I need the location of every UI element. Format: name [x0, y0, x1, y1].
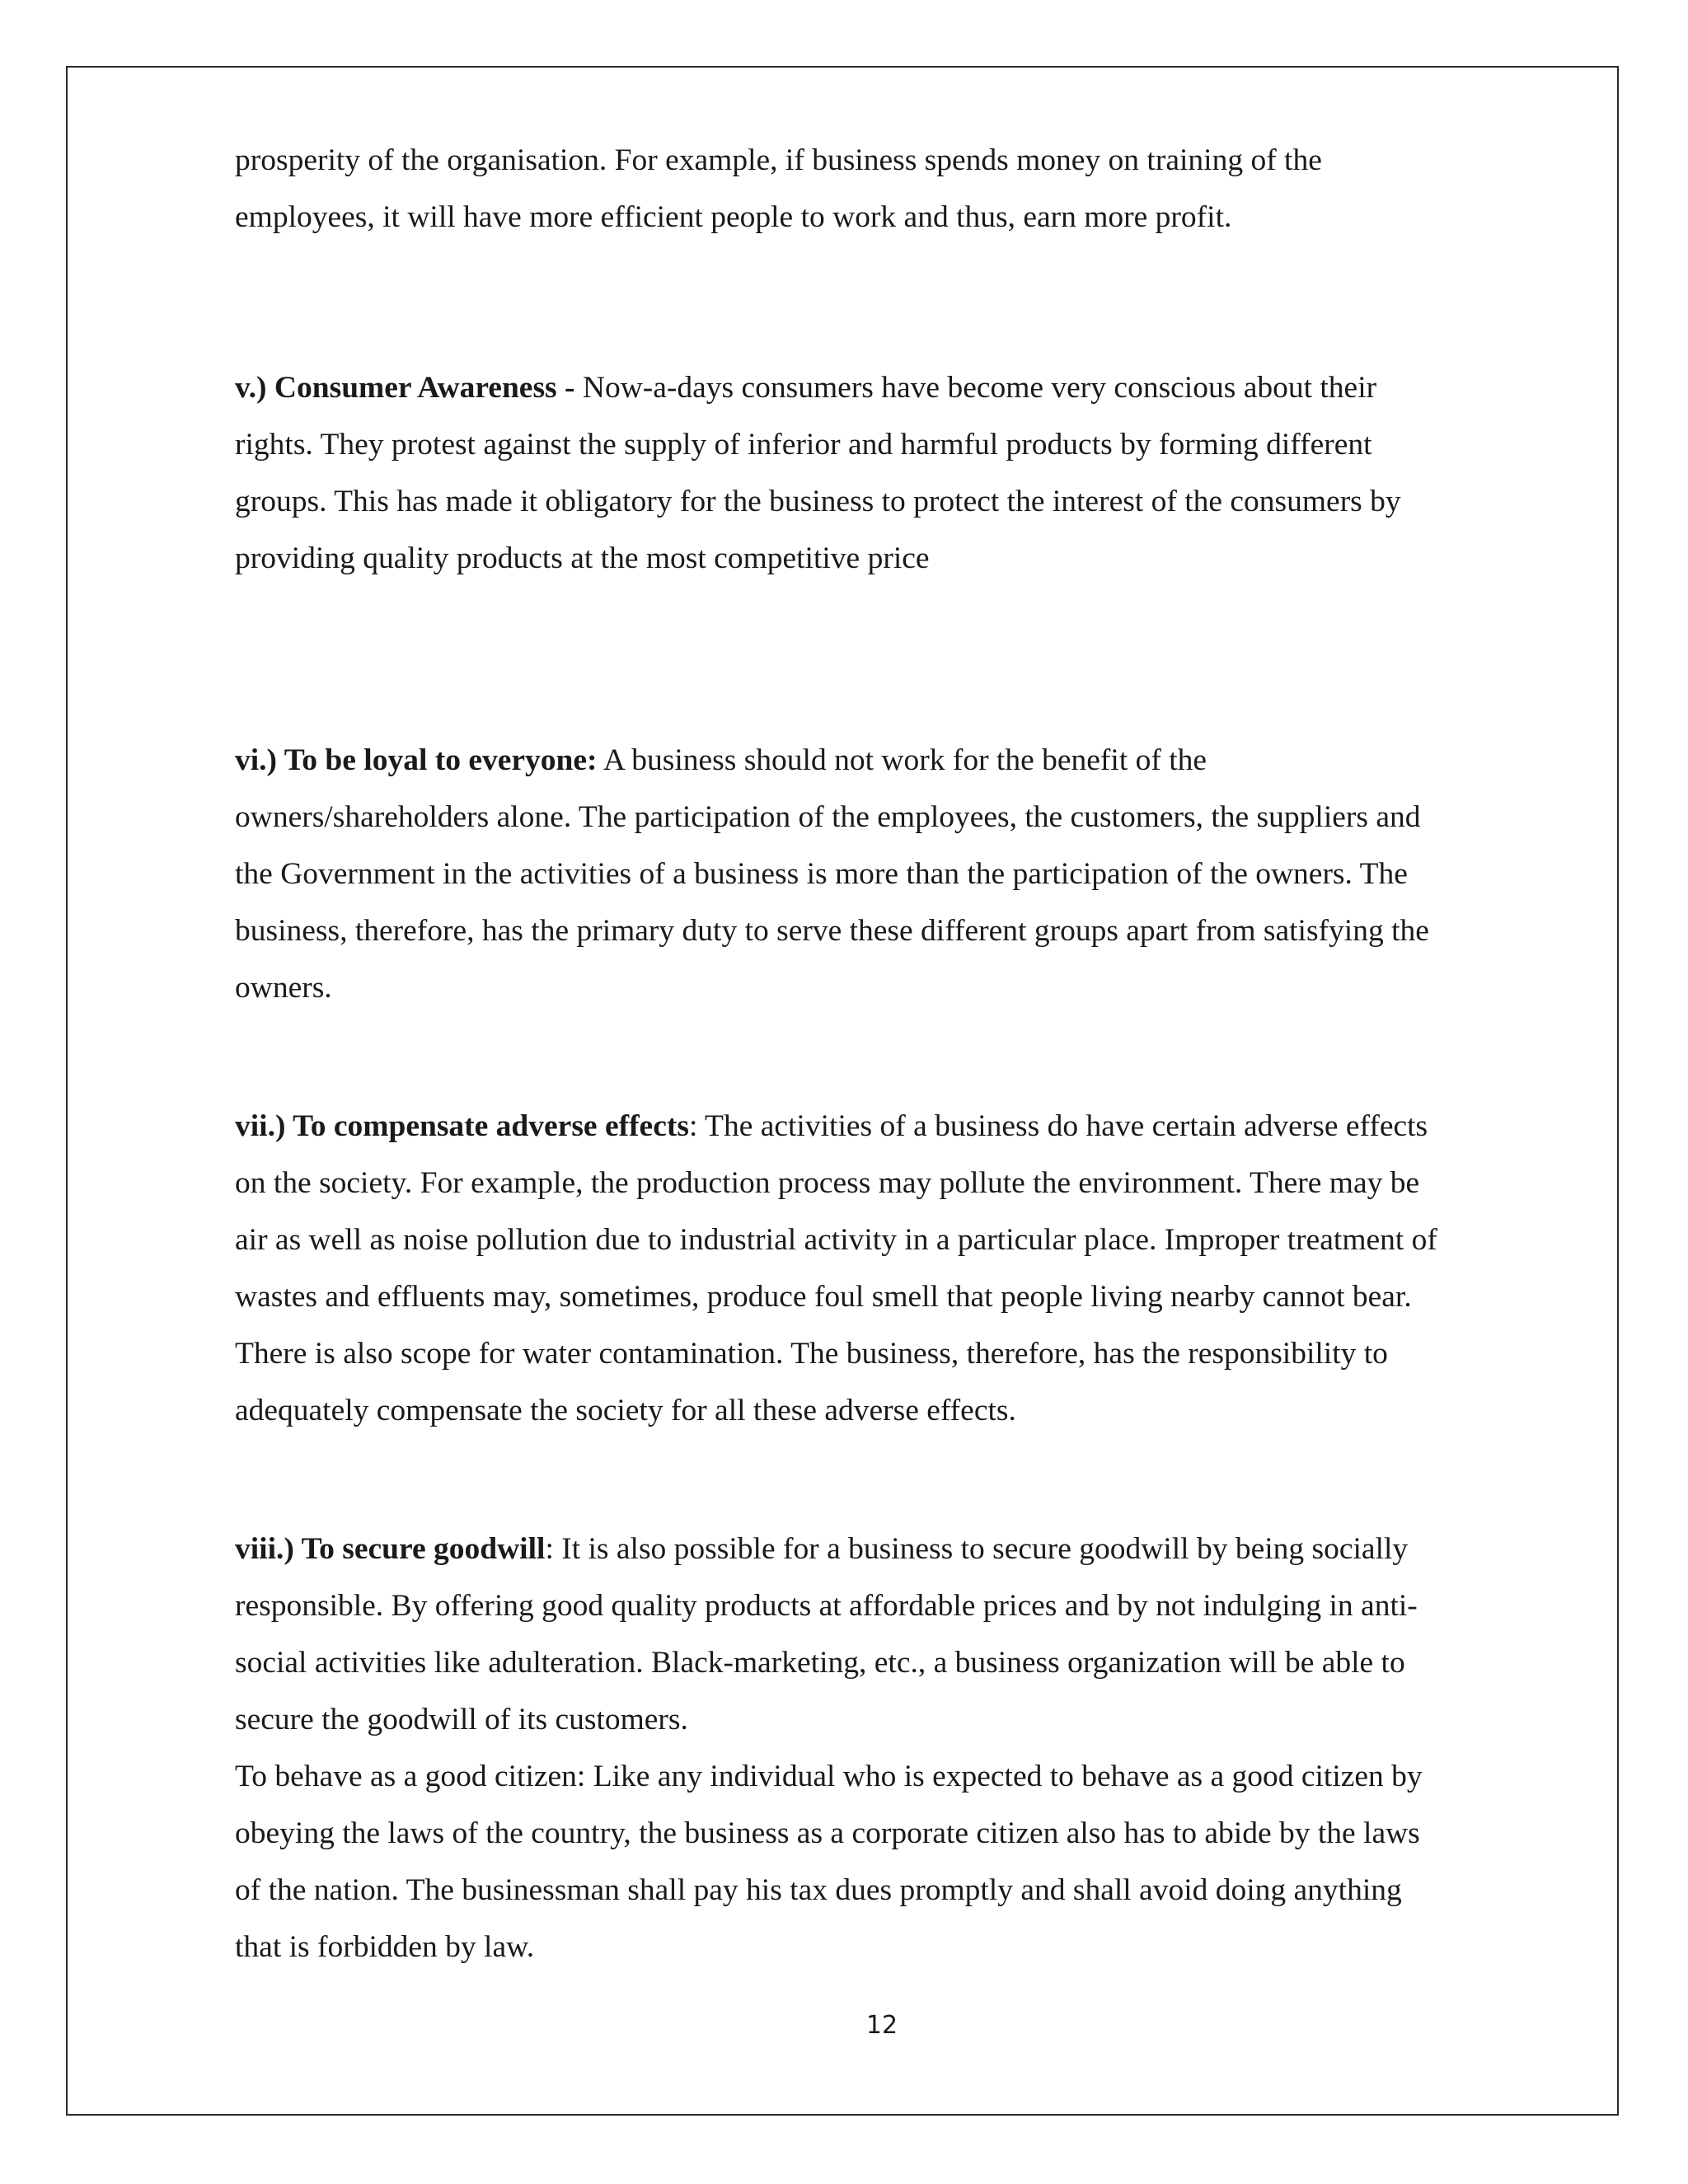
- section-line: the Government in the activities of a business is more than the participation of the owners. The: [235, 857, 1408, 891]
- section-line: social activities like adulteration. Black-marketing, etc., a business organization will be able to: [235, 1646, 1405, 1680]
- section-line: air as well as noise pollution due to industrial activity in a particular place. Improper treatment of: [235, 1223, 1437, 1257]
- section-heading: vi.) To be loyal to everyone:: [235, 743, 598, 777]
- section-line: groups. This has made it obligatory for the business to protect the interest of the consumers by: [235, 485, 1401, 518]
- citizen-line: that is forbidden by law.: [235, 1930, 535, 1964]
- section-line: responsible. By offering good quality products at affordable prices and by not indulging in anti-: [235, 1589, 1418, 1623]
- section-line: on the society. For example, the production process may pollute the environment. There may be: [235, 1166, 1420, 1200]
- section-heading: vii.) To compensate adverse effects: [235, 1109, 689, 1143]
- section-line: owners.: [235, 971, 332, 1005]
- section-line: wastes and effluents may, sometimes, produce foul smell that people living nearby cannot bear.: [235, 1280, 1412, 1314]
- section-heading: v.) Consumer Awareness -: [235, 371, 575, 405]
- section-line: A business should not work for the benefit of the: [597, 743, 1207, 777]
- section-line: : The activities of a business do have certain adverse effects: [688, 1109, 1428, 1143]
- section-heading: viii.) To secure goodwill: [235, 1532, 546, 1566]
- section-loyal-to-everyone: [235, 732, 1545, 1016]
- section-line: secure the goodwill of its customers.: [235, 1703, 688, 1736]
- intro-line-1: prosperity of the organisation. For example, if business spends money on training of the: [235, 143, 1322, 177]
- section-line: providing quality products at the most competitive price: [235, 541, 930, 575]
- section-line: business, therefore, has the primary duty to serve these different groups apart from satisfying the: [235, 914, 1429, 948]
- section-line: : It is also possible for a business to secure goodwill by being socially: [545, 1532, 1409, 1566]
- section-line: adequately compensate the society for all these adverse effects.: [235, 1394, 1016, 1427]
- section-compensate-adverse-effects: [235, 1098, 1545, 1439]
- intro-line-2: employees, it will have more efficient people to work and thus, earn more profit.: [235, 200, 1232, 234]
- section-line: owners/shareholders alone. The participation of the employees, the customers, the suppliers and: [235, 800, 1421, 834]
- page-number: 12: [865, 2011, 898, 2040]
- section-line: Now-a-days consumers have become very conscious about their: [574, 371, 1377, 405]
- section-line: There is also scope for water contamination. The business, therefore, has the responsibility to: [235, 1337, 1388, 1371]
- intro-paragraph: [235, 132, 1545, 246]
- citizen-line: To behave as a good citizen: Like any individual who is expected to behave as a good citizen by: [235, 1760, 1423, 1793]
- section-consumer-awareness: [235, 359, 1545, 587]
- document-body: [235, 132, 1545, 1975]
- citizen-line: obeying the laws of the country, the business as a corporate citizen also has to abide by the laws: [235, 1816, 1420, 1850]
- section-line: rights. They protest against the supply of inferior and harmful products by forming different: [235, 428, 1372, 462]
- section-secure-goodwill: [235, 1521, 1545, 1975]
- citizen-line: of the nation. The businessman shall pay his tax dues promptly and shall avoid doing anything: [235, 1873, 1402, 1907]
